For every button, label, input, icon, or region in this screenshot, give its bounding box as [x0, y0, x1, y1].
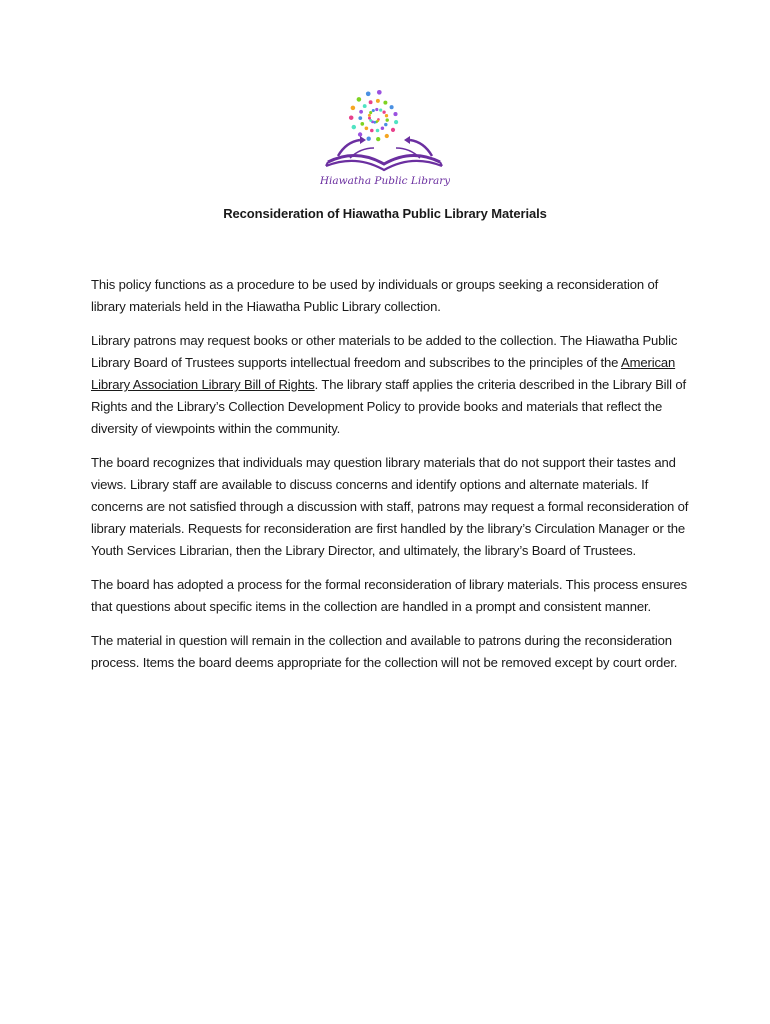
spiral-dot: [384, 123, 387, 126]
spiral-dot: [349, 115, 353, 119]
paragraph-2: [91, 330, 691, 440]
spiral-dot: [386, 118, 389, 121]
library-logo: [320, 88, 450, 192]
paragraph-4: The board has adopted a process for the formal reconsideration of library materials. This process ensures that questions about specific items in the collection are handled in a prompt and consistent manner.: [91, 577, 688, 614]
spiral-dot: [365, 126, 369, 130]
spiral-dot: [367, 137, 371, 141]
spiral-dot: [376, 137, 380, 141]
paragraph-2-end: . The library staff applies the criteria described in the Library Bill of Rights and the Library’s Collection Development Policy to provide books and materials that reflect the diversity of viewpoints within the community.: [91, 377, 687, 436]
spiral-dot: [368, 114, 371, 117]
spiral-dot: [357, 97, 362, 102]
spiral-dot: [363, 104, 367, 108]
spiral-dot: [394, 120, 398, 124]
spiral-dot: [352, 125, 356, 129]
spiral-dot: [376, 129, 380, 133]
logo-text: Hiawatha Public Library: [320, 175, 450, 187]
spiral-dot: [391, 128, 395, 132]
spiral-book-logo-icon: [320, 88, 450, 192]
spiral-dot: [375, 108, 378, 111]
spiral-dot: [385, 134, 389, 138]
document-title: Reconsideration of Hiawatha Public Library Materials: [223, 206, 547, 221]
paragraph-2-start: Library patrons may request books or other materials to be added to the collection. The Hiawatha Public Library Board of Trustees supports intellectual freedom and subscribes to the principles of the: [91, 333, 678, 370]
spiral-dot: [385, 114, 388, 117]
spiral-dot: [369, 111, 372, 114]
spiral-dot: [372, 109, 375, 112]
document-body: [91, 274, 691, 686]
spiral-dot: [369, 100, 373, 104]
spiral-dot: [351, 106, 356, 111]
spiral-dot: [358, 116, 362, 120]
spiral-dot: [381, 127, 384, 130]
spiral-dot: [370, 129, 374, 133]
spiral-dot: [390, 105, 394, 109]
spiral-dot: [366, 91, 371, 96]
paragraph-5: The material in question will remain in the collection and available to patrons during the reconsideration process. Items the board deems appropriate for the collection will not be removed except by court order.: [91, 633, 678, 670]
paragraph-1: This policy functions as a procedure to be used by individuals or groups seeking a reconsideration of library materials held in the Hiawatha Public Library collection.: [91, 277, 659, 314]
spiral-dot: [359, 110, 363, 114]
bill-of-rights-link[interactable]: American Library Association Library Bill of Rights: [91, 355, 676, 392]
spiral-dot: [393, 112, 397, 116]
spiral-dot: [383, 101, 387, 105]
spiral-dot: [368, 117, 371, 120]
paragraph-3: The board recognizes that individuals may question library materials that do not support their tastes and views. Library staff are available to discuss concerns and identify options and alternate materials. If concerns are not satisfied through a discussion with staff, patrons may request a formal reconsideration of library materials. Requests for reconsideration are first handled by the library’s Circulation Manager or the Youth Services Librarian, then the Library Director, and ultimately, the library’s Board of Trustees.: [91, 455, 689, 558]
spiral-dot: [382, 111, 385, 114]
spiral-dot: [379, 108, 382, 111]
spiral-dot: [358, 132, 362, 136]
spiral-dot: [376, 99, 380, 103]
spiral-dot: [360, 122, 364, 126]
spiral-dot: [377, 90, 382, 95]
